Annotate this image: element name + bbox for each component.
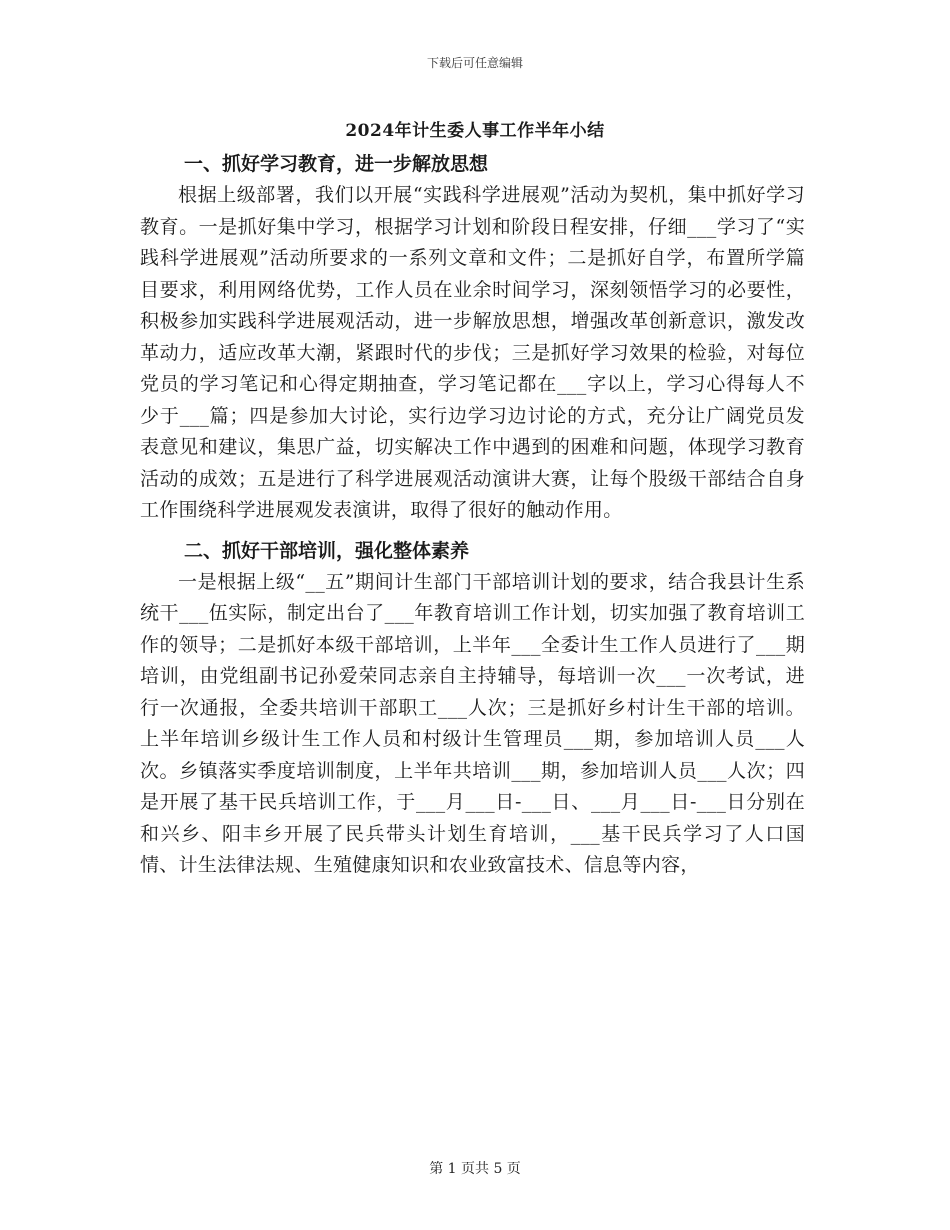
section-2 xyxy=(140,535,805,882)
document-body xyxy=(140,148,805,882)
document-title: 2024年计生委人事工作半年小结 xyxy=(345,121,605,141)
header-note: 下载后可任意编辑 xyxy=(426,56,523,70)
section-heading: 一、抓好学习教育，进一步解放思想 xyxy=(184,153,489,175)
section-paragraph: 根据上级部署，我们以开展“实践科学进展观”活动为契机，集中抓好学习教育。一是抓好集中学习，根据学习计划和阶段日程安排，仔细___学习了“实践科学进展观”活动所要求的一系列文章和文件；二是抓好自学，布置所学篇目要求，利用网络优势，工作人员在业余时间学习，深刻领悟学习的必要性，积极参加实践科学进展观活动，进一步解放思想，增强改革创新意识，激发改革动力，适应改革大潮，紧跟时代的步伐；三是抓好学习效果的检验，对每位党员的学习笔记和心得定期抽查，学习笔记都在___字以上，学习心得每人不少于___篇；四是参加大讨论，实行边学习边讨论的方式，充分让广阔党员发表意见和建议，集思广益，切实解决工作中遇到的困难和问题，体现学习教育活动的成效；五是进行了科学进展观活动演讲大赛，让每个股级干部结合自身工作围绕科学进展观发表演讲，取得了很好的触动作用。 xyxy=(140,184,805,521)
section-heading: 二、抓好干部培训，强化整体素养 xyxy=(184,539,470,562)
section-paragraph: 一是根据上级“__五”期间计生部门干部培训计划的要求，结合我县计生系统干___伍实际，制定出台了___年教育培训工作计划，切实加强了教育培训工作的领导；二是抓好本级干部培训，上半年___全委计生工作人员进行了___期培训，由党组副书记孙爱荣同志亲自主持辅导，每培训一次___一次考试，进行一次通报，全委共培训干部职工___人次；三是抓好乡村计生干部的培训。上半年培训乡级计生工作人员和村级计生管理员___期，参加培训人员___人次。乡镇落实季度培训制度，上半年共培训___期，参加培训人员___人次；四是开展了基干民兵培训工作，于___月___日-___日、___月___日-___日分别在和兴乡、阳丰乡开展了民兵带头计划生育培训，___基干民兵学习了人口国情、计生法律法规、生殖健康知识和农业致富技术、信息等内容， xyxy=(140,570,805,876)
section-1 xyxy=(140,148,805,527)
page-number: 第 1 页共 5 页 xyxy=(429,1161,521,1177)
